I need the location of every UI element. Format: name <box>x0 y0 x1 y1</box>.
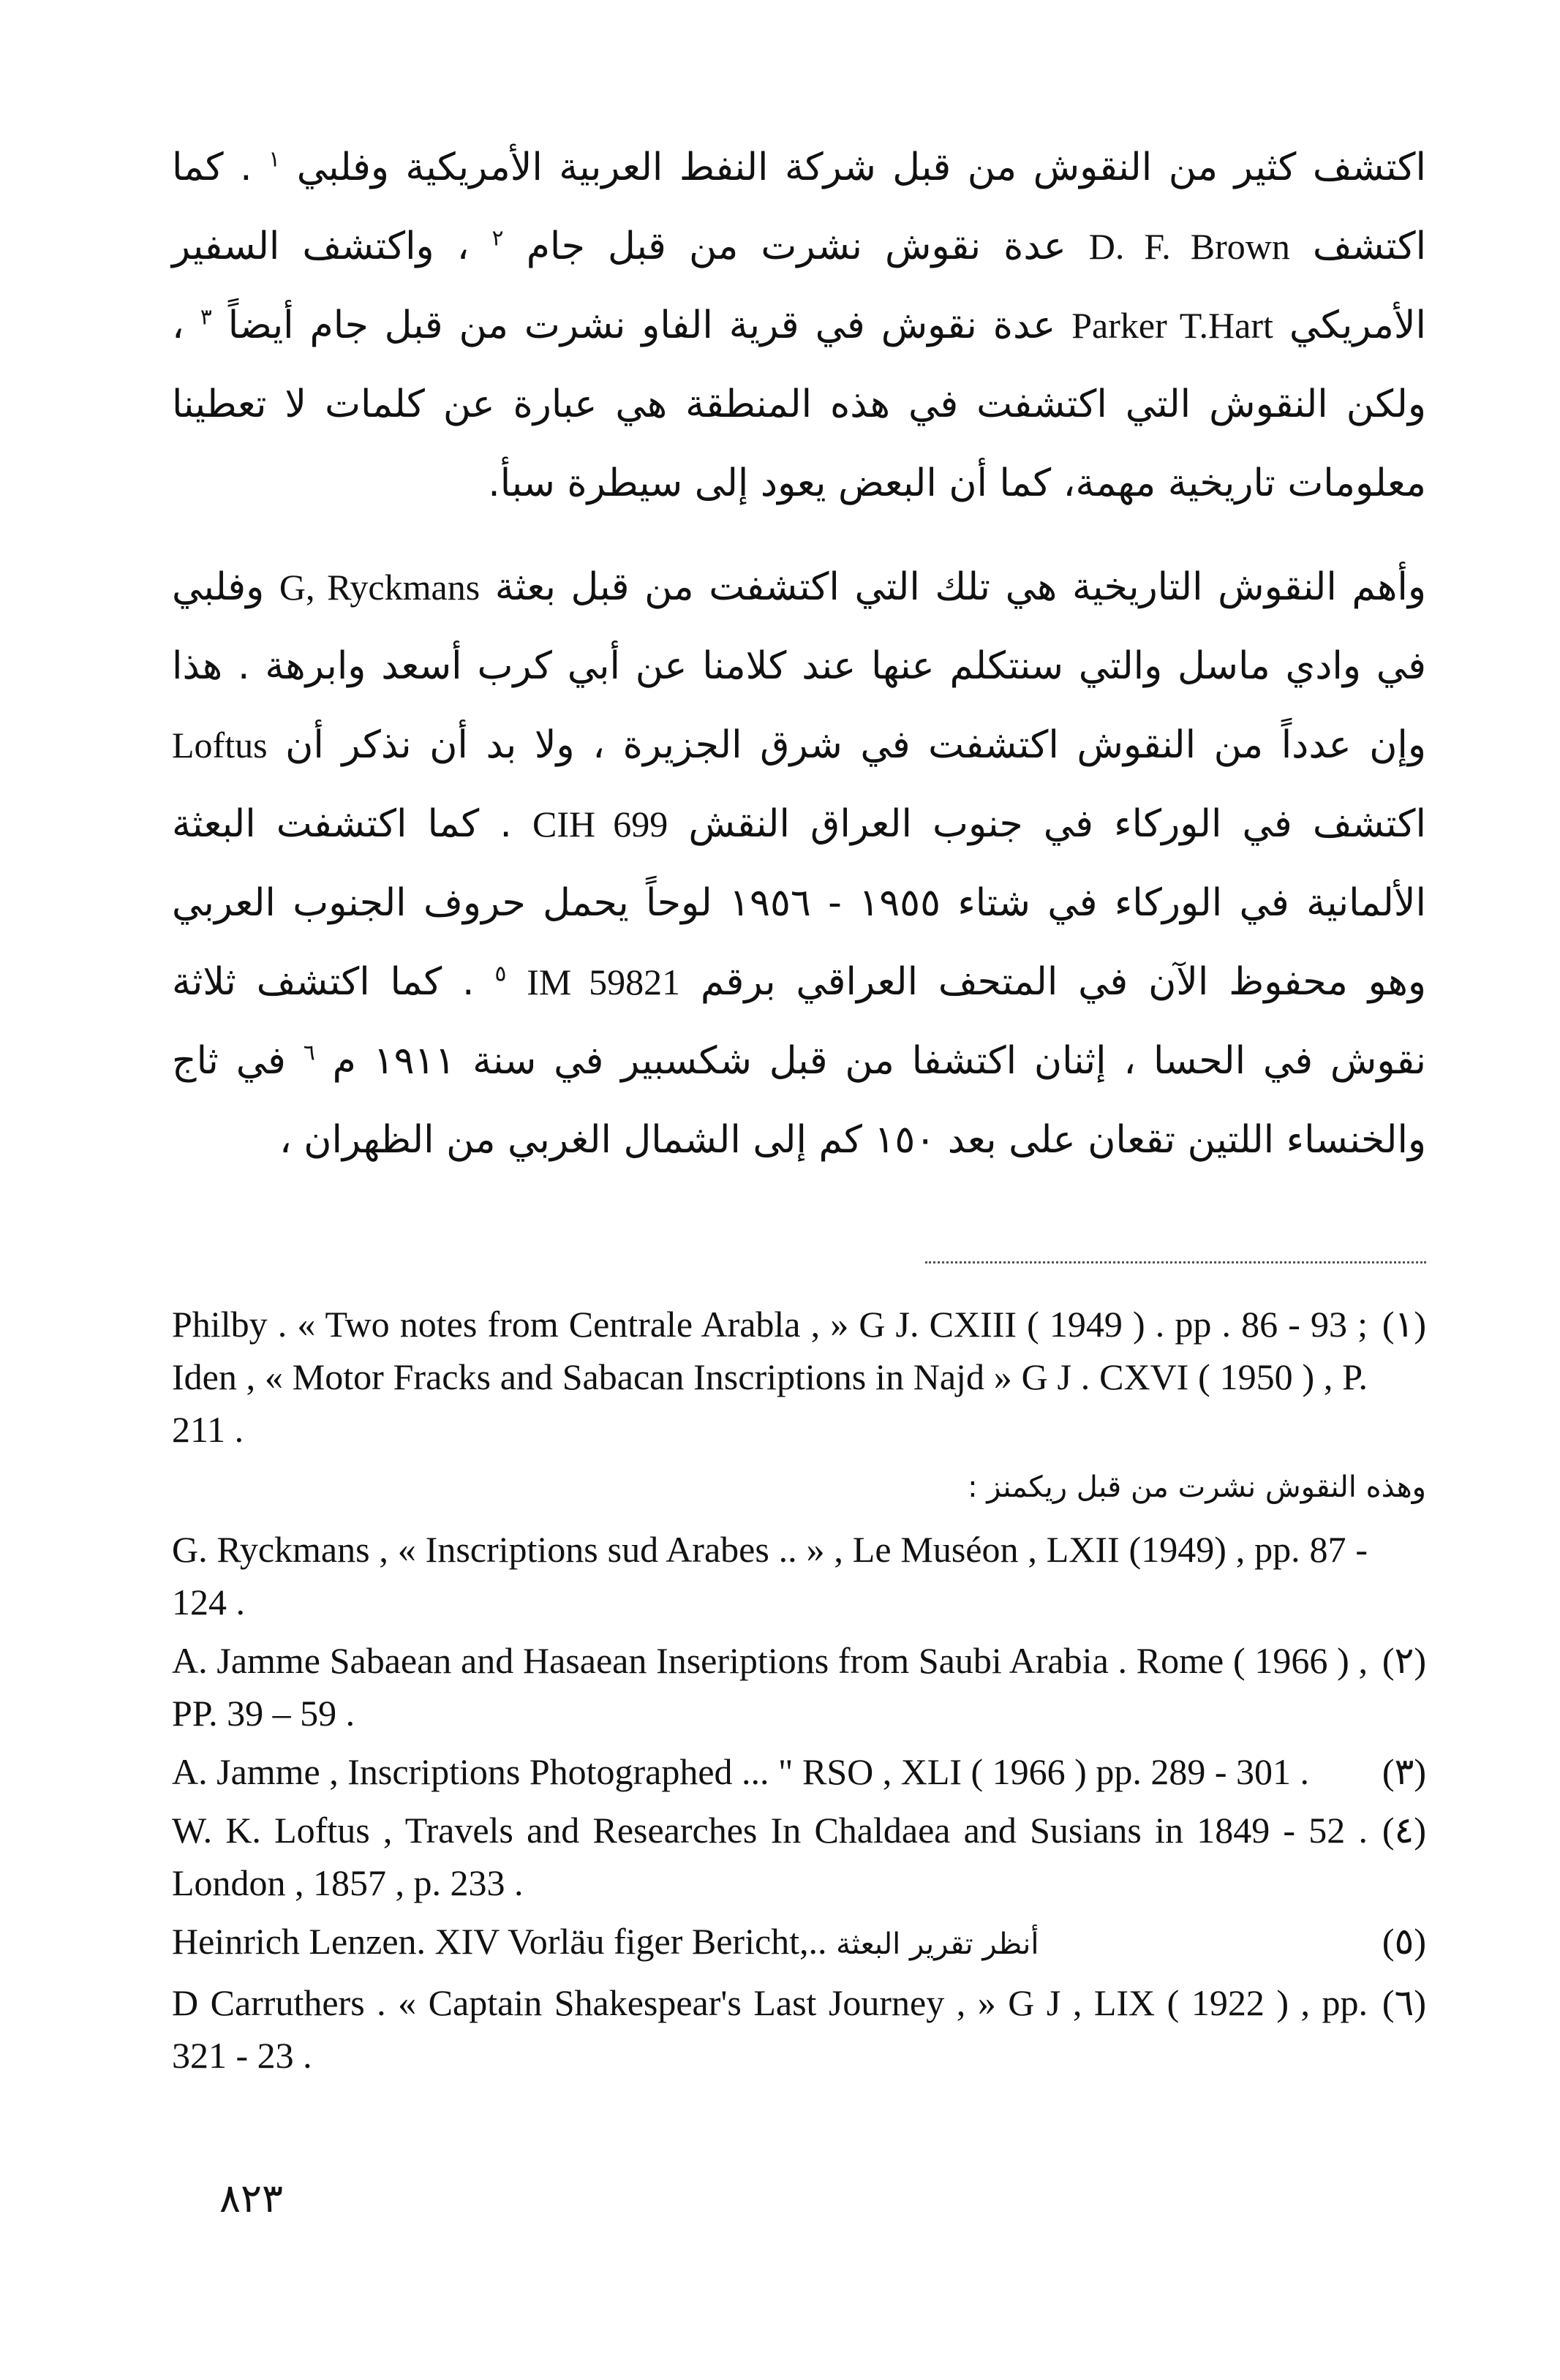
footnote-divider <box>925 1261 1426 1263</box>
text-run: عدة نقوش في قرية الفاو نشرت من قبل جام أيضاً <box>227 303 1056 347</box>
footnote-4 <box>172 1804 1426 1909</box>
body-text <box>172 128 1426 1179</box>
text-run: وأهم النقوش التاريخية هي تلك التي اكتشفت من قبل بعثة <box>494 565 1426 609</box>
footnote-text: G. Ryckmans , « Inscriptions sud Arabes .. » , Le Muséon , LXII (1949) , pp. 87 - 124 . <box>172 1529 1368 1622</box>
footnote-number: (٢) <box>1382 1640 1426 1681</box>
footnote-ref: ٥ <box>494 961 507 987</box>
footnote-6 <box>172 1976 1426 2082</box>
text-run: في ثاج والخنساء اللتين تقعان على بعد ١٥٠ كم إلى الشمال الغربي من الظهران ، <box>172 1039 1426 1162</box>
text-run: . كما اكتشف <box>172 146 1427 268</box>
footnote-text: D Carruthers . « Captain Shakespear's Last Journey , » G J , LIX ( 1922 ) , pp. 321 - 23 . <box>172 1982 1368 2076</box>
paragraph-1 <box>172 128 1426 523</box>
text-run: اكتشف في الوركاء في جنوب العراق النقش <box>688 802 1426 846</box>
footnote-ref: ٢ <box>491 225 504 252</box>
text-run: . كما اكتشفت البعثة الألمانية في الوركاء في شتاء ١٩٥٥ - ١٩٥٦ لوحاً يحمل حروف الجنوب العربي وهو محفوظ الآن في المتحف العراقي برقم <box>172 802 1427 1004</box>
footnote-latin: Heinrich Lenzen. XIV Vorläu figer Bericht,.. <box>172 1921 827 1962</box>
footnote-ref: ١ <box>268 146 281 173</box>
footnote-3 <box>172 1745 1426 1798</box>
latin-name: CIH 699 <box>532 804 668 845</box>
footnote-number: (١) <box>1382 1304 1426 1345</box>
footnote-number: (٤) <box>1382 1810 1426 1851</box>
latin-name: D. F. Brown <box>1088 226 1290 267</box>
footnote-2 <box>172 1634 1426 1739</box>
footnote-text: A. Jamme Sabaean and Hasaean Inseriptions from Saubi Arabia . Rome ( 1966 ) , PP. 39 – 59 . <box>172 1640 1368 1734</box>
text-run: اكتشف كثير من النقوش من قبل شركة النفط العربية الأمريكية وفلبي <box>296 146 1426 189</box>
footnotes <box>172 1298 1426 2088</box>
latin-name: Parker T.Hart <box>1071 305 1273 346</box>
footnote-arabic-tail: أنظر تقرير البعثة <box>836 1927 1039 1961</box>
footnote-text: W. K. Loftus , Travels and Researches In Chaldaea and Susians in 1849 - 52 . London , 1857 , p. 233 . <box>172 1810 1368 1903</box>
footnote-1 <box>172 1298 1426 1456</box>
footnote-5 <box>172 1915 1426 1971</box>
text-run: وفلبي في وادي ماسل والتي سنتكلم عنها عند كلامنا عن أبي كرب أسعد وابرهة . هذا وإن عدداً من النقوش اكتشفت في شرق الجزيرة ، ولا بد أن نذكر أن <box>172 565 1426 767</box>
latin-name: G, Ryckmans <box>279 567 481 608</box>
paragraph-2 <box>172 548 1426 1179</box>
latin-name: Loftus <box>172 725 268 766</box>
page-number: ٨٢٣ <box>219 2175 284 2221</box>
footnote-arabic-note: وهذه النقوش نشرت من قبل ريكمنز : <box>968 1470 1426 1504</box>
footnote-number: (٦) <box>1382 1982 1426 2023</box>
footnote-text: Philby . « Two notes from Centrale Arabla , » G J. CXIII ( 1949 ) . pp . 86 - 93 ; Iden , « Motor Fracks and Sabacan Inscriptions in Najd » G J . CXVI ( 1950 ) , P. 211 . <box>172 1304 1368 1450</box>
footnote-number: (٥) <box>1382 1921 1426 1962</box>
text-run: عدة نقوش نشرت من قبل جام <box>526 224 1066 268</box>
footnote-ref: ٣ <box>200 304 212 330</box>
footnote-ref: ٦ <box>303 1040 315 1066</box>
footnote-text <box>172 1915 1368 1971</box>
text-run: ، واكتشف السفير الأمريكي <box>172 224 1426 347</box>
footnote-text: A. Jamme , Inscriptions Photographed ... " RSO , XLI ( 1966 ) pp. 289 - 301 . <box>172 1751 1309 1792</box>
latin-name: IM 59821 <box>527 962 681 1002</box>
text-run: . كما اكتشف ثلاثة نقوش في الحسا ، إثنان اكتشفا من قبل شكسبير في سنة ١٩١١ م <box>172 960 1426 1083</box>
text-run: ، ولكن النقوش التي اكتشفت في هذه المنطقة هي عبارة عن كلمات لا تعطينا معلومات تاريخية مهمة، كما أن البعض يعود إلى سيطرة سبأ. <box>172 303 1426 505</box>
footnote-number: (٣) <box>1382 1751 1426 1792</box>
footnote-1-continued <box>172 1523 1426 1628</box>
